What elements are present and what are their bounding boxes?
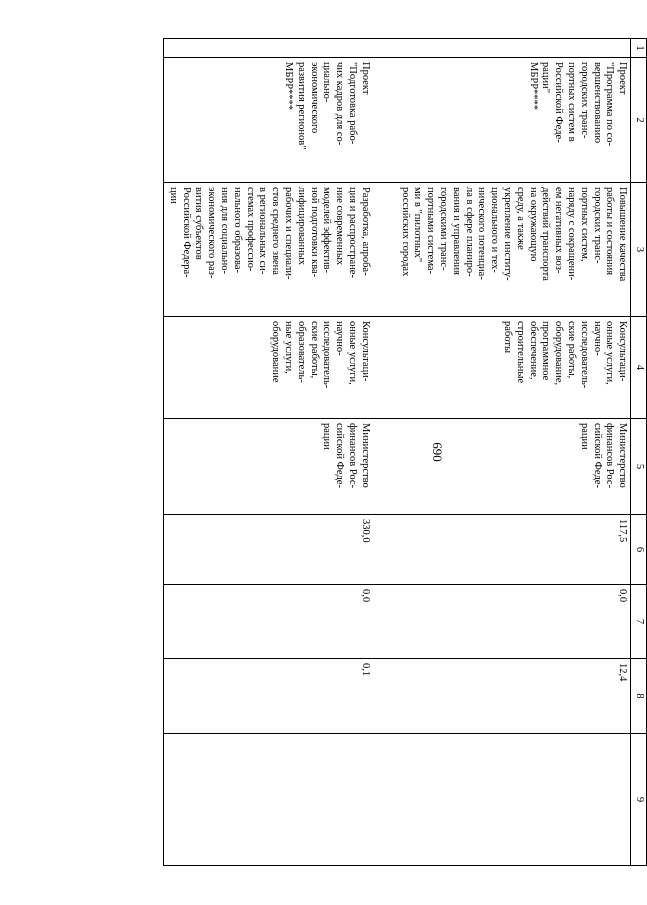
cell-project-name: Проект "Подготовка рабо- чих кадров для со- циально- экономического развития регионов" МБРР**** (163, 58, 372, 183)
cell-col-8: 12,4 (373, 659, 631, 734)
cell-col-6: 117,5 (373, 515, 631, 585)
cell-executor: Министерство финансов Рос- сийской Феде- рации (373, 419, 631, 515)
cell-col-7: 0,0 (163, 585, 372, 659)
cell-expenditure-type: Консультаци- онные услуги, научно- исследователь- ские работы, образователь- ные услуги, оборудование (163, 317, 372, 419)
cell-project-goal: Повышение качества работы и состояния городских транс- портных систем, наряду с сокращени- ем негативных воз- действий транспорта на окружающую среду, а также укрепление институ- ционального и тех- нического потенциа- ла в сфере планиро- вания и управления городскими транс- портными система- ми в "пилотных" российских городах (373, 183, 631, 317)
table-row (163, 39, 372, 866)
column-header-9: 9 (631, 734, 647, 866)
column-header-2: 2 (631, 58, 647, 183)
header-row (631, 39, 647, 866)
rotated-table-container (80, 38, 647, 865)
column-header-8: 8 (631, 659, 647, 734)
cell-col-1 (163, 39, 372, 58)
column-header-6: 6 (631, 515, 647, 585)
budget-table (163, 38, 647, 866)
cell-col-9 (163, 734, 372, 866)
cell-project-goal: Разработка, апроба- ция и распростране- ние современных моделей эффектив- ной подготовки ква- лифицированных рабочих и специали- стов среднего звена в региональных си- стемах профессио- нального образова- ния для социально- экономического раз- вития субъектов Российской Федера- ции (163, 183, 372, 317)
cell-col-6: 330,0 (163, 515, 372, 585)
cell-project-name: Проект "Программа по со- вершенствованию городских транс- портных систем в Российской Феде- рации" МБРР**** (373, 58, 631, 183)
column-header-3: 3 (631, 183, 647, 317)
cell-col-7: 0,0 (373, 585, 631, 659)
cell-executor: Министерство финансов Рос- сийской Феде- рации (163, 419, 372, 515)
cell-col-1 (373, 39, 631, 58)
column-header-7: 7 (631, 585, 647, 659)
cell-col-8: 0,1 (163, 659, 372, 734)
table-row (373, 39, 631, 866)
column-header-5: 5 (631, 419, 647, 515)
column-header-1: 1 (631, 39, 647, 58)
page-number: 690 (430, 442, 445, 462)
cell-col-9 (373, 734, 631, 866)
column-header-4: 4 (631, 317, 647, 419)
cell-expenditure-type: Консультаци- онные услуги, научно- исследователь- ские работы, оборудование, программное обеспечение, строительные работы (373, 317, 631, 419)
